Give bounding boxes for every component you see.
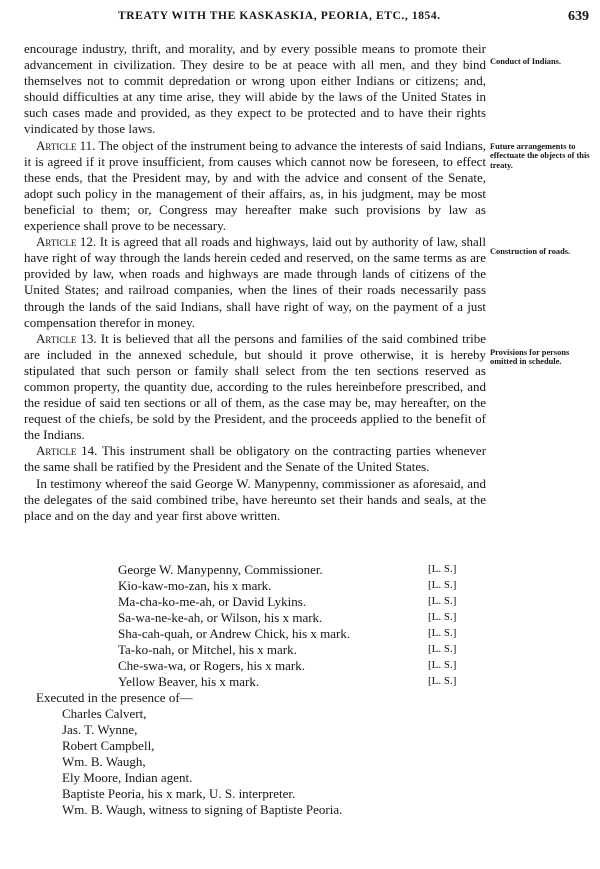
signature-line: George W. Manypenny, Commissioner. [118, 562, 323, 577]
seal-mark: [L. S.] [428, 611, 457, 623]
running-title: TREATY WITH THE KASKASKIA, PEORIA, ETC., 1854. [118, 10, 441, 22]
article-13 [24, 331, 486, 444]
witness-heading: Executed in the presence of— [36, 690, 193, 705]
page-number: 639 [568, 9, 589, 24]
seal-mark: [L. S.] [428, 643, 457, 655]
signature-line: Kio-kaw-mo-zan, his x mark. [118, 578, 272, 593]
signature-line: Ta-ko-nah, or Mitchel, his x mark. [118, 642, 297, 657]
article-14 [24, 443, 486, 475]
running-head [0, 10, 600, 26]
article-11 [24, 138, 486, 235]
paragraph-text: It is believed that all the persons and families of the said combined tribe are included in the annexed schedule, but should it prove otherwise, it is hereby stipulated that such person or family shall select from the ten sections reserved as common property, the quantity due, according to the rules hereinbefore prescribed, and the residue of said ten sections or all of them, as the case may be, may hereafter, on the request of the chiefs, be sold by the President, and the proceeds applied to the benefit of the Indians. [24, 330, 487, 443]
paragraph-text: This instrument shall be obligatory on the contracting parties whenever the same shall be ratified by the President and the Senate of the United States. [24, 443, 487, 475]
article-label: Article 14. [36, 443, 98, 459]
paragraph-text: It is agreed that all roads and highways, laid out by authority of law, shall have right of way through the lands herein ceded and reserved, on the same terms as are provided by law, when roads and highways are made through lands of citizens of the United States; and railroad companies, when the lines of their roads necessarily pass through the lands of the said Indians, shall have right of way, on the payment of a just compensation therefor in money. [24, 234, 487, 330]
witness-name: Wm. B. Waugh, [62, 754, 146, 769]
margin-note-conduct: Conduct of Indians. [490, 57, 561, 66]
signature-line: Ma-cha-ko-me-ah, or David Lykins. [118, 594, 307, 609]
witness-name: Baptiste Peoria, his x mark, U. S. interpreter. [62, 786, 296, 801]
seal-mark: [L. S.] [428, 579, 457, 591]
seal-mark: [L. S.] [428, 563, 457, 575]
signature-line: Yellow Beaver, his x mark. [118, 674, 260, 689]
article-label: Article 11. [36, 137, 96, 153]
article-label: Article 13. [36, 330, 97, 346]
paragraph-text: In testimony whereof the said George W. Manypenny, commissioner as aforesaid, and the delegates of the said combined tribe, have hereunto set their hands and seals, at the place and on the day and year first above written. [24, 475, 486, 523]
article-12 [24, 234, 486, 331]
witness-name: Ely Moore, Indian agent. [62, 770, 193, 785]
seal-mark: [L. S.] [428, 595, 457, 607]
margin-note-roads: Construction of roads. [490, 247, 571, 256]
seal-mark: [L. S.] [428, 627, 457, 639]
witness-name: Robert Campbell, [62, 738, 155, 753]
margin-note-future-arrangements: Future arrangements to effectuate the objects of this treaty. [490, 142, 590, 170]
signature-line: Sha-cah-quah, or Andrew Chick, his x mark. [118, 626, 351, 641]
article-label: Article 12. [36, 234, 97, 250]
witness-name: Charles Calvert, [62, 706, 147, 721]
paragraph-continuation [24, 41, 486, 138]
witness-name: Wm. B. Waugh, witness to signing of Baptiste Peoria. [62, 802, 343, 817]
seal-mark: [L. S.] [428, 675, 457, 687]
margin-note-provisions: Provisions for persons omitted in schedule. [490, 348, 570, 367]
testimony-paragraph [24, 476, 486, 524]
seal-mark: [L. S.] [428, 659, 457, 671]
signature-line: Che-swa-wa, or Rogers, his x mark. [118, 658, 306, 673]
treaty-body [24, 41, 486, 524]
signature-line: Sa-wa-ne-ke-ah, or Wilson, his x mark. [118, 610, 323, 625]
witness-name: Jas. T. Wynne, [62, 722, 138, 737]
paragraph-text: The object of the instrument being to advance the interests of said Indians, it is agreed if it prove insufficient, from causes which cannot now be foreseen, to effect these ends, that the President may, by and with the advice and consent of the Senate, adopt such policy in the management of their affairs, as, in his judgment, may be most beneficial to them; or, Congress may hereafter make such provisions by law as experience shall prove to be necessary. [24, 137, 487, 234]
paragraph-text: encourage industry, thrift, and morality, and by every possible means to promote their advancement in civilization. They desire to be at peace with all men, and they bind themselves not to commit depredation or wrong upon either Indians or citizens; and, should difficulties at any time arise, they will abide by the laws of the United States in such cases made and provided, as they expect to be protected and to have their rights vindicated by those laws. [24, 41, 486, 137]
